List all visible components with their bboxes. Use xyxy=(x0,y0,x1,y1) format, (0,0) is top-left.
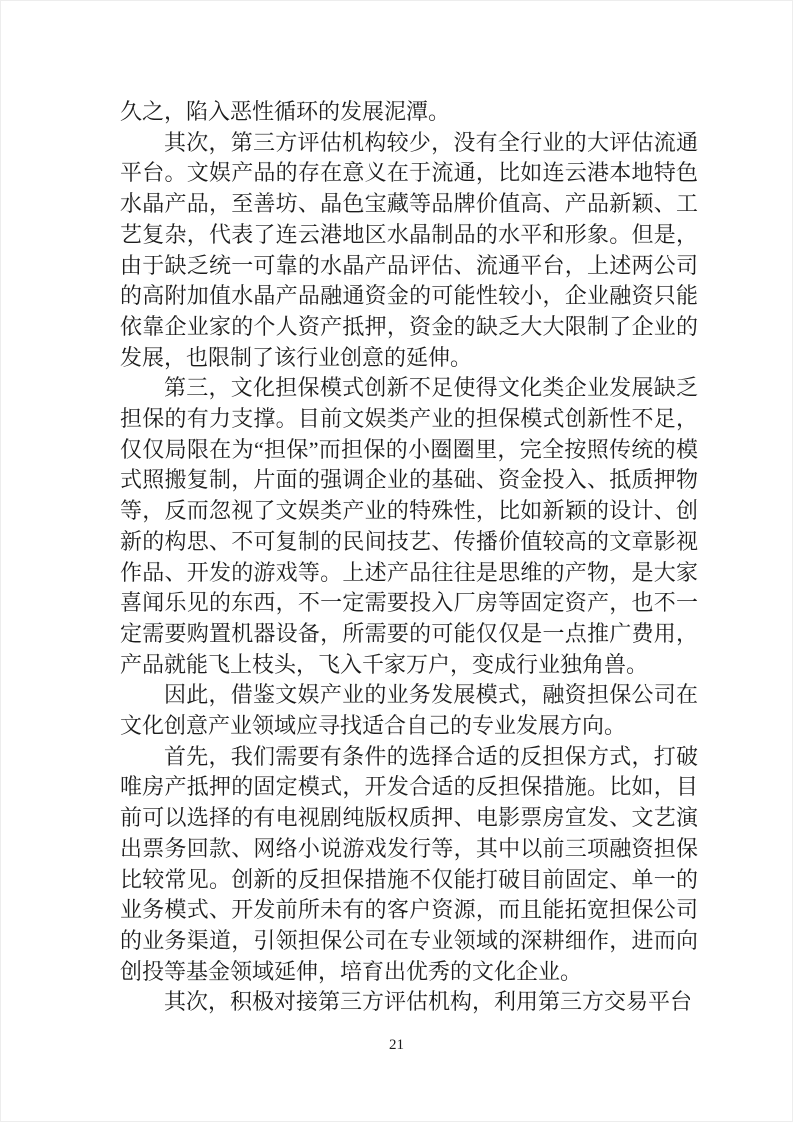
paragraph-continuation: 久之，陷入恶性循环的发展泥潭。 xyxy=(120,99,451,124)
paragraph-second-suggestion: 其次，积极对接第三方评估机构，利用第三方交易平台 xyxy=(164,989,693,1015)
paragraph-first-suggestion: 首先，我们需要有条件的选择合适的反担保方式，打破唯房产抵押的固定模式，开发合适的反担保措施。比如，目前可以选择的有电视剧纯版权质押、电影票房宣发、文艺演出票务回款、网络小说游戏发行等，其中以前三项融资担保比较常见。创新的反担保措施不仅能打破目前固定、单一的业务模式、开发前所未有的客户资源，而且能拓宽担保公司的业务渠道，引领担保公司在专业领域的深耕细作，进而向创投等基金领域延伸，培育出优秀的文化企业。 xyxy=(120,743,698,984)
paragraph-second-point: 其次，第三方评估机构较少，没有全行业的大评估流通平台。文娱产品的存在意义在于流通，比如连云港本地特色水晶产品，至善坊、晶色宝藏等品牌价值高、产品新颖、工艺复杂，代表了连云港地区水晶制品的水平和形象。但是，由于缺乏统一可靠的水晶产品评估、流通平台，上述两公司的高附加值水晶产品融通资金的可能性较小，企业融资只能依靠企业家的个人资产抵押，资金的缺乏大大限制了企业的发展，也限制了该行业创意的延伸。 xyxy=(120,129,698,370)
paragraph-conclusion-intro: 因此，借鉴文娱产业的业务发展模式，融资担保公司在文化创意产业领域应寻找适合自己的专业发展方向。 xyxy=(120,682,698,739)
page-body-text xyxy=(120,97,698,1018)
paragraph-third-point: 第三，文化担保模式创新不足使得文化类企业发展缺乏担保的有力支撑。目前文娱类产业的担保模式创新性不足，仅仅局限在为“担保”而担保的小圈圈里，完全按照传统的模式照搬复制，片面的强调企业的基础、资金投入、抵质押物等，反而忽视了文娱类产业的特殊性，比如新颖的设计、创新的构思、不可复制的民间技艺、传播价值较高的文章影视作品、开发的游戏等。上述产品往往是思维的产物，是大家喜闻乐见的东西，不一定需要投入厂房等固定资产，也不一定需要购置机器设备，所需要的可能仅仅是一点推广费用，产品就能飞上枝头，飞入千家万户，变成行业独角兽。 xyxy=(120,375,698,677)
page-number: 21 xyxy=(389,1037,404,1053)
